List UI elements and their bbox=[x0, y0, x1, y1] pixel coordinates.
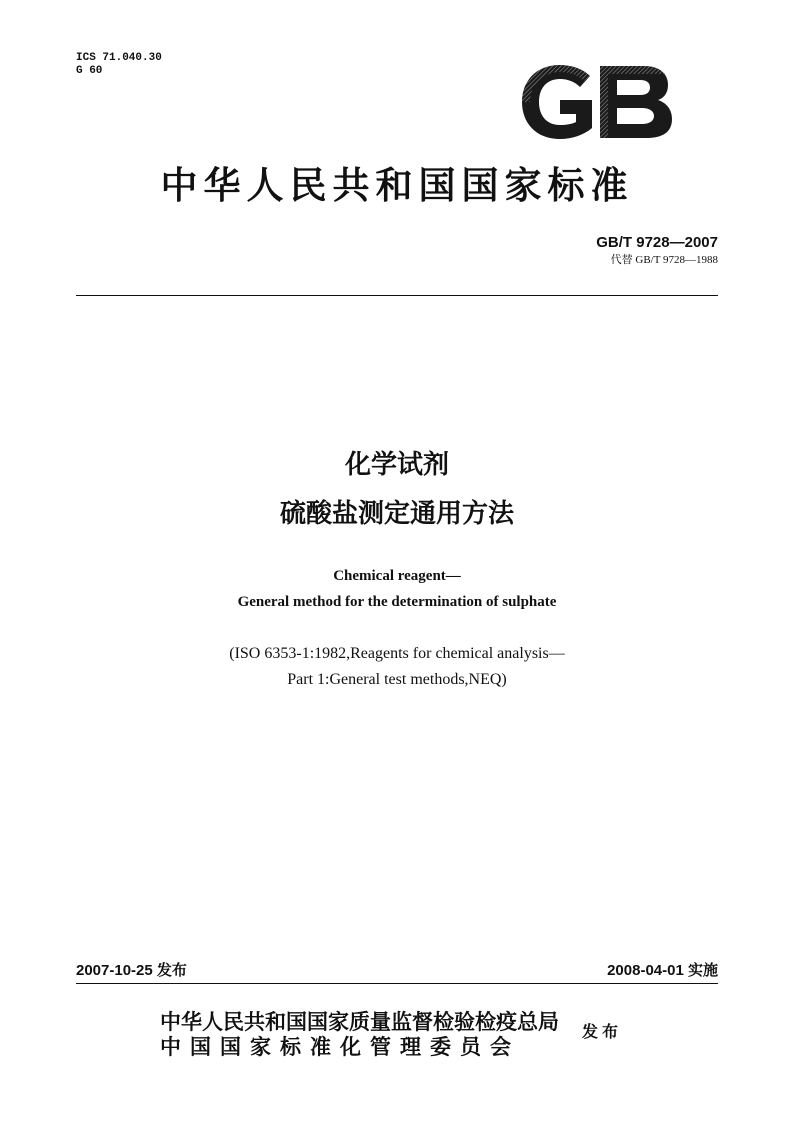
gb-logo bbox=[518, 62, 676, 142]
english-title-line2: General method for the determination of sulphate bbox=[237, 594, 557, 610]
english-title-line1: Chemical reagent— bbox=[333, 568, 461, 584]
replaces-standard: 代替 GB/T 9728—1988 bbox=[610, 254, 718, 266]
iso-reference-line2: Part 1:General test methods,NEQ) bbox=[287, 671, 507, 688]
issue-date: 2007-10-25 发布 bbox=[76, 962, 187, 979]
issuer-line2: 中国国家标准化管理委员会 bbox=[160, 1035, 520, 1059]
footer-divider bbox=[76, 983, 718, 984]
ics-code: ICS 71.040.30 bbox=[76, 52, 162, 64]
issuer-line1: 中华人民共和国国家质量监督检验检疫总局 bbox=[160, 1010, 559, 1034]
standard-category-title: 中华人民共和国国家标准 bbox=[160, 163, 634, 207]
implementation-date: 2008-04-01 实施 bbox=[607, 962, 718, 979]
standard-number: GB/T 9728—2007 bbox=[596, 234, 718, 251]
gb-logo-graphic bbox=[518, 62, 676, 142]
chinese-title-line1: 化学试剂 bbox=[344, 450, 449, 480]
iso-reference-line1: (ISO 6353-1:1982,Reagents for chemical analysis— bbox=[229, 645, 565, 662]
publish-label: 发布 bbox=[582, 1022, 623, 1041]
chinese-title-line2: 硫酸盐测定通用方法 bbox=[279, 499, 514, 529]
header-divider bbox=[76, 295, 718, 296]
ccs-code: G 60 bbox=[76, 65, 103, 77]
classification-codes bbox=[76, 52, 162, 78]
